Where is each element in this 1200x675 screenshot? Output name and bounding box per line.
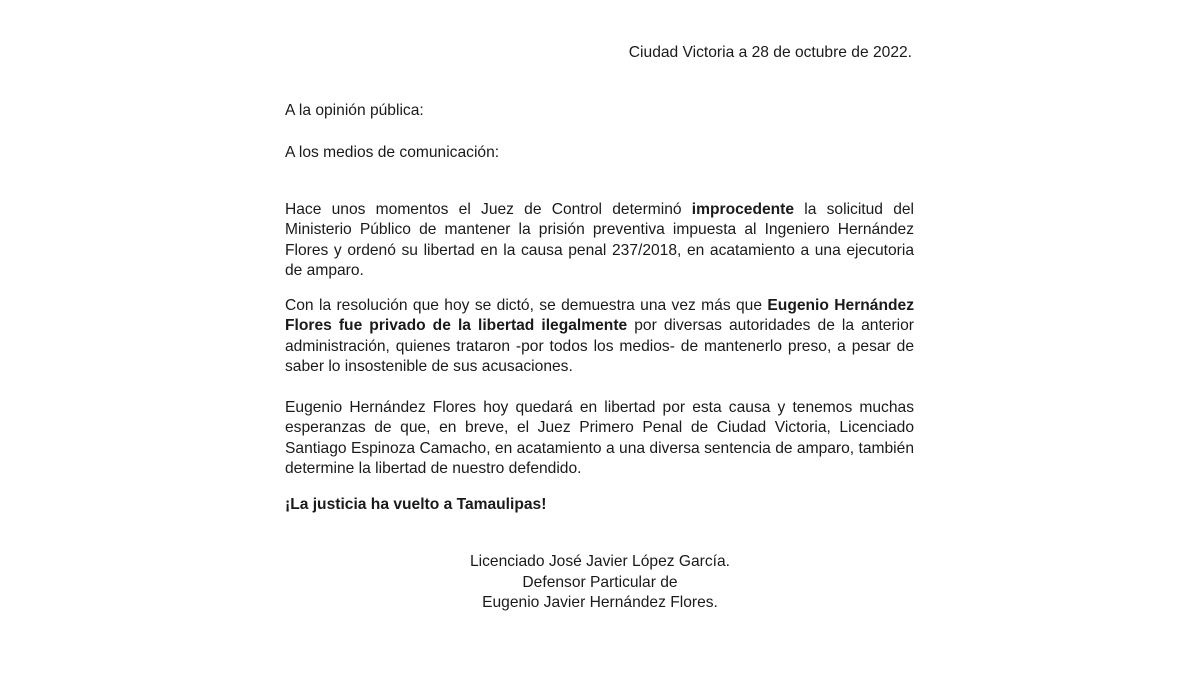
signature-block bbox=[440, 552, 760, 614]
paragraph-ruling-emphasis: improcedente bbox=[691, 201, 795, 218]
paragraph-resolution-text-1: Con la resolución que hoy se dictó, se demuestra una vez más que bbox=[285, 297, 768, 314]
closing-statement: ¡La justicia ha vuelto a Tamaulipas! bbox=[285, 496, 547, 513]
paragraph-ruling-text-2: la solicitud del Ministerio Público de mantener la prisión preventiva impuesta al Ingeniero Hernández Flores y ordenó su libertad en la causa penal 237/2018, en acatamiento a una ejecutoria de amparo. bbox=[285, 201, 914, 280]
paragraph-ruling-text-1: Hace unos momentos el Juez de Control determinó bbox=[285, 201, 692, 218]
signature-role: Defensor Particular de bbox=[522, 573, 678, 591]
signature-client: Eugenio Javier Hernández Flores. bbox=[482, 594, 718, 611]
paragraph-resolution-emphasis: Eugenio Hernández Flores fue privado de la libertad ilegalmente bbox=[285, 297, 915, 335]
letter-date: Ciudad Victoria a 28 de octubre de 2022. bbox=[628, 44, 912, 61]
paragraph-resolution bbox=[285, 296, 914, 378]
salutation-media: A los medios de comunicación: bbox=[285, 144, 500, 161]
paragraph-ruling bbox=[285, 200, 914, 282]
signature-name: Licenciado José Javier López García. bbox=[469, 553, 731, 570]
salutation-public: A la opinión pública: bbox=[285, 102, 424, 119]
paragraph-release: Eugenio Hernández Flores hoy quedará en libertad por esta causa y tenemos muchas esperanzas de que, en breve, el Juez Primero Penal de Ciudad Victoria, Licenciado Santiago Espinoza Camacho, en acatamiento a una diversa sentencia de amparo, también determine la libertad de nuestro defendido. bbox=[285, 399, 914, 478]
paragraph-resolution-text-2: por diversas autoridades de la anterior administración, quienes trataron -por todos los medios- de mantenerlo preso, a pesar de saber lo insostenible de sus acusaciones. bbox=[285, 317, 914, 376]
